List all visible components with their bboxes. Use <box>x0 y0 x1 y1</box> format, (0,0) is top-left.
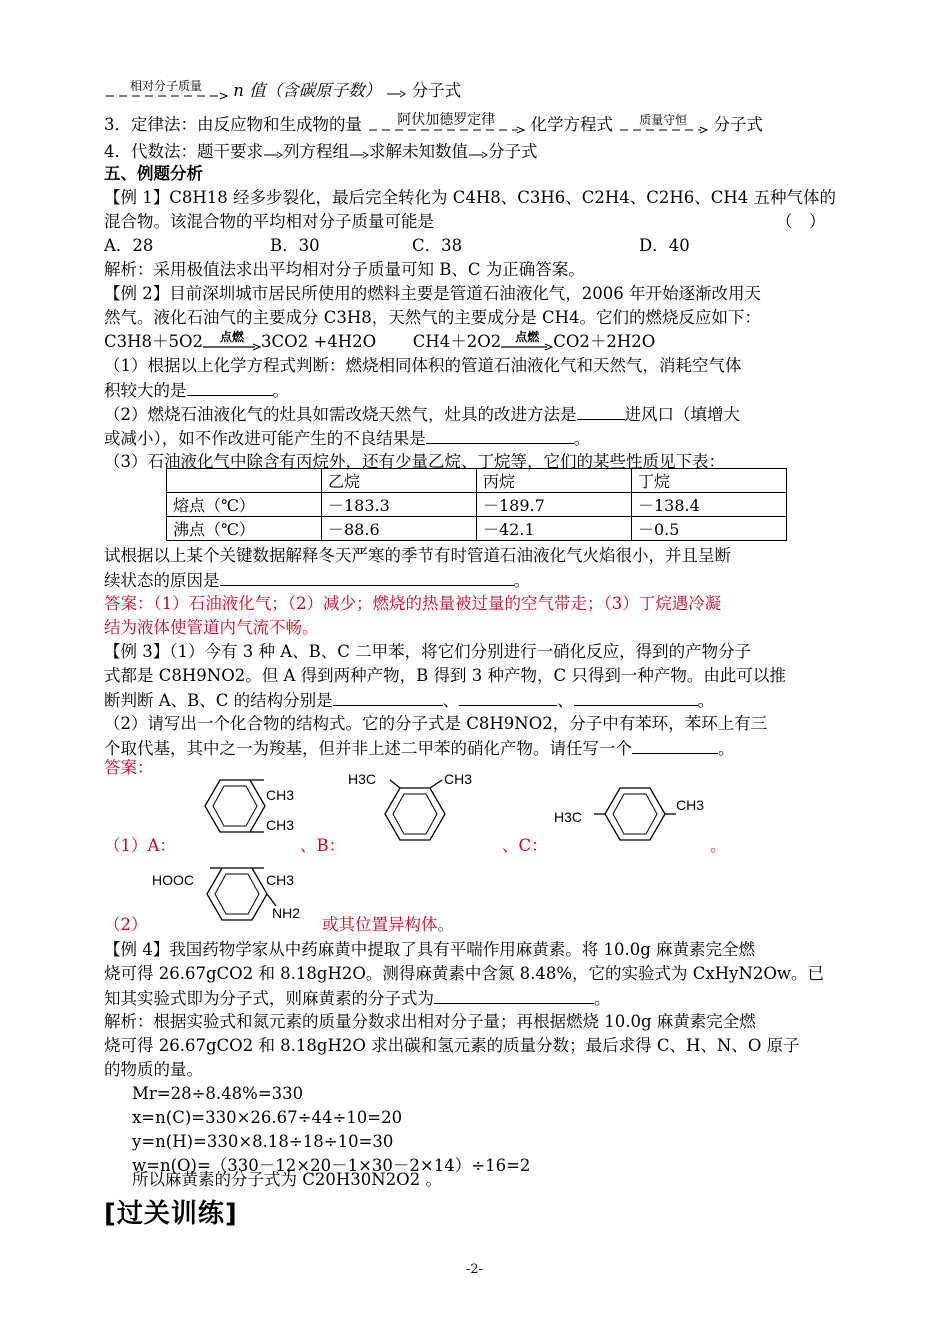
ex4-calc-w: w=n(O)=（330－12×20－1×30－2×14）÷16=2 <box>132 1156 531 1175</box>
ex2-q2-line1: （2）燃烧石油液化气的灶具如需改烧天然气，灶具的改进方法是 进风口（填增大 <box>104 405 740 424</box>
ex3-line1: 【例 3】（1）今有 3 种 A、B、C 二甲苯，将它们分别进行一硝化反应，得到的产物分子 <box>104 642 752 661</box>
ex2-answer-line1: 答案：（1）石油液化气；（2）减少；燃烧的热量被过量的空气带走；（3）丁烷遇冷凝 <box>104 594 722 613</box>
arrow-avogadro: 阿伏加德罗定律 <box>367 120 525 132</box>
blank[interactable] <box>434 987 594 1004</box>
blank[interactable] <box>333 689 443 706</box>
ex3-answer2-label: （2） <box>104 915 148 934</box>
ex2-line2: 然气。液化石油气的主要成分 C3H8，天然气的主要成分是 CH4。它们的燃烧反应如下： <box>104 308 762 327</box>
svg-text:H3C: H3C <box>554 809 583 825</box>
ex4-analysis-1: 解析：根据实验式和氮元素的质量分数求出相对分子量；再根据燃烧 10.0g 麻黄素完全燃 <box>104 1012 756 1031</box>
ex4-line1: 【例 4】我国药物学家从中药麻黄中提取了具有平喘作用麻黄素。将 10.0g 麻黄素完全燃 <box>104 940 756 959</box>
ex3-answer2-tail: 或其位置异构体。 <box>322 915 454 934</box>
ex1-option-a: A．28 <box>104 236 154 255</box>
arrow-relative-molecular-mass: 相对分子质量 <box>104 86 228 98</box>
ex2-q4-line1: 试根据以上某个关键数据解释冬天严寒的季节有时管道石油液化气火焰很小，并且呈断 <box>104 546 731 565</box>
ex3-label-c: 、C： <box>502 836 548 855</box>
ch3-label: CH3 <box>266 787 295 803</box>
ch3-label: CH3 <box>266 817 295 833</box>
properties-table <box>166 468 787 541</box>
ex2-answer-line2: 结为液体使管道内气流不畅。 <box>104 618 319 637</box>
arrow-ignite: 点燃 <box>203 337 261 349</box>
ex2-q1-line1: （1）根据以上化学方程式判断：燃烧相同体积的管道石油液化气和天然气，消耗空气体 <box>104 356 742 375</box>
ex4-analysis-2: 烧可得 26.67gCO2 和 8.18gH2O 求出碳和氢元素的质量分数；最后求得 C、H、N、O 原子 <box>104 1036 800 1055</box>
training-heading: [过关训练] <box>104 1199 238 1229</box>
ex4-line3: 知其实验式即为分子式，则麻黄素的分子式为 。 <box>104 989 611 1008</box>
ex1-option-b: B．30 <box>270 236 320 255</box>
structure-meta-xylene <box>346 770 506 850</box>
structure-para-xylene <box>552 780 722 850</box>
ex1-line1: 【例 1】C8H18 经多步裂化，最后完全转化为 C4H8、C3H6、C2H4、C2H6、CH4 五种气体的 <box>104 188 837 207</box>
svg-text:CH3: CH3 <box>266 872 295 888</box>
ex2-line1: 【例 2】目前深圳城市居民所使用的燃料主要是管道石油液化气，2006 年开始逐渐改用天 <box>104 284 761 303</box>
ex4-line2: 烧可得 26.67gCO2 和 8.18gH2O。测得麻黄素中含氮 8.48%，它的实验式为 CxHyN2Ow。已 <box>104 964 825 983</box>
structure-aminomethylbenzoic-acid <box>150 862 330 942</box>
ex1-analysis: 解析：采用极值法求出平均相对分子质量可知 B、C 为正确答案。 <box>104 260 585 279</box>
ex4-conclusion: 所以麻黄素的分子式为 C20H30N2O2 。 <box>132 1170 442 1189</box>
ex3-line3: 断判断 A、B、C 的结构分别是 、 、 。 <box>104 691 715 710</box>
ex4-calc-mr: Mr=28÷8.48%=330 <box>132 1084 304 1103</box>
method3-line: 3．定律法：由反应物和生成物的量 阿伏加德罗定律 化学方程式 质量守恒 分子式 <box>104 112 763 134</box>
ex3-answer-label: 答案： <box>104 758 154 777</box>
ex3-label-b: 、B： <box>300 836 346 855</box>
ex2-q4-line2: 续状态的原因是 。 <box>104 571 530 590</box>
table-header-row: 乙烷 丙烷 丁烷 <box>167 469 787 493</box>
ex2-equations: C3H8＋5O2 点燃 3CO2 +4H2O CH4＋2O2 点燃 CO2＋2H2O <box>104 330 656 351</box>
svg-text:NH2: NH2 <box>272 905 301 921</box>
ex3-label-a: （1）A： <box>104 836 176 855</box>
structure-ortho-xylene <box>180 770 300 850</box>
ex1-option-c: C．38 <box>412 236 463 255</box>
arrow-mass-conservation: 质量守恒 <box>618 120 708 132</box>
svg-text:H3C: H3C <box>348 771 377 787</box>
table-row: 熔点（℃） －183.3 －189.7 －138.4 <box>167 493 787 517</box>
svg-text:CH3: CH3 <box>444 771 473 787</box>
ex3-label-end: 。 <box>710 836 727 855</box>
ex1-option-d: D．40 <box>639 236 690 255</box>
ex4-analysis-3: 的物质的量。 <box>104 1060 203 1079</box>
svg-text:HOOC: HOOC <box>152 872 194 888</box>
method4-line: 4．代数法：题干要求 列方程组 求解未知数值 分子式 <box>104 142 538 161</box>
blank[interactable] <box>426 427 574 444</box>
blank[interactable] <box>459 689 557 706</box>
blank[interactable] <box>220 569 514 586</box>
method2-line: 相对分子质量 n 值（含碳原子数） 分子式 <box>104 80 461 102</box>
ex1-answer-paren: （ ） <box>776 212 826 231</box>
arrow-ignite: 点燃 <box>501 337 553 349</box>
ex4-calc-y: y=n(H)=330×8.18÷18÷10=30 <box>132 1132 394 1151</box>
blank[interactable] <box>574 689 698 706</box>
page-number: -2- <box>466 1262 484 1277</box>
ex2-q1-line2: 积较大的是 。 <box>104 381 289 400</box>
ex3-line5: 个取代基，其中之一为羧基，但并非上述二甲苯的硝化产物。请任写一个 。 <box>104 739 735 758</box>
ex3-line2: 式都是 C8H9NO2。但 A 得到两种产物，B 得到 3 种产物，C 只得到一种产物。由此可以推 <box>104 666 786 685</box>
blank[interactable] <box>577 403 625 420</box>
svg-text:CH3: CH3 <box>676 797 705 813</box>
blank[interactable] <box>632 737 718 754</box>
ex1-line2: 混合物。该混合物的平均相对分子质量可能是 <box>104 212 434 231</box>
ex4-calc-x: x=n(C)=330×26.67÷44÷10=20 <box>132 1108 403 1127</box>
table-row: 沸点（℃） －88.6 －42.1 －0.5 <box>167 517 787 541</box>
section-title: 五、例题分析 <box>104 164 203 183</box>
ex2-q3: （3）石油液化气中除含有丙烷外，还有少量乙烷、丁烷等，它们的某些性质见下表： <box>104 452 725 471</box>
ex3-line4: （2）请写出一个化合物的结构式。它的分子式是 C8H9NO2，分子中有苯环，苯环上有三 <box>104 714 768 733</box>
blank[interactable] <box>187 379 273 396</box>
ex2-q2-line2: 或减小），如不作改进可能产生的不良结果是 。 <box>104 429 591 448</box>
